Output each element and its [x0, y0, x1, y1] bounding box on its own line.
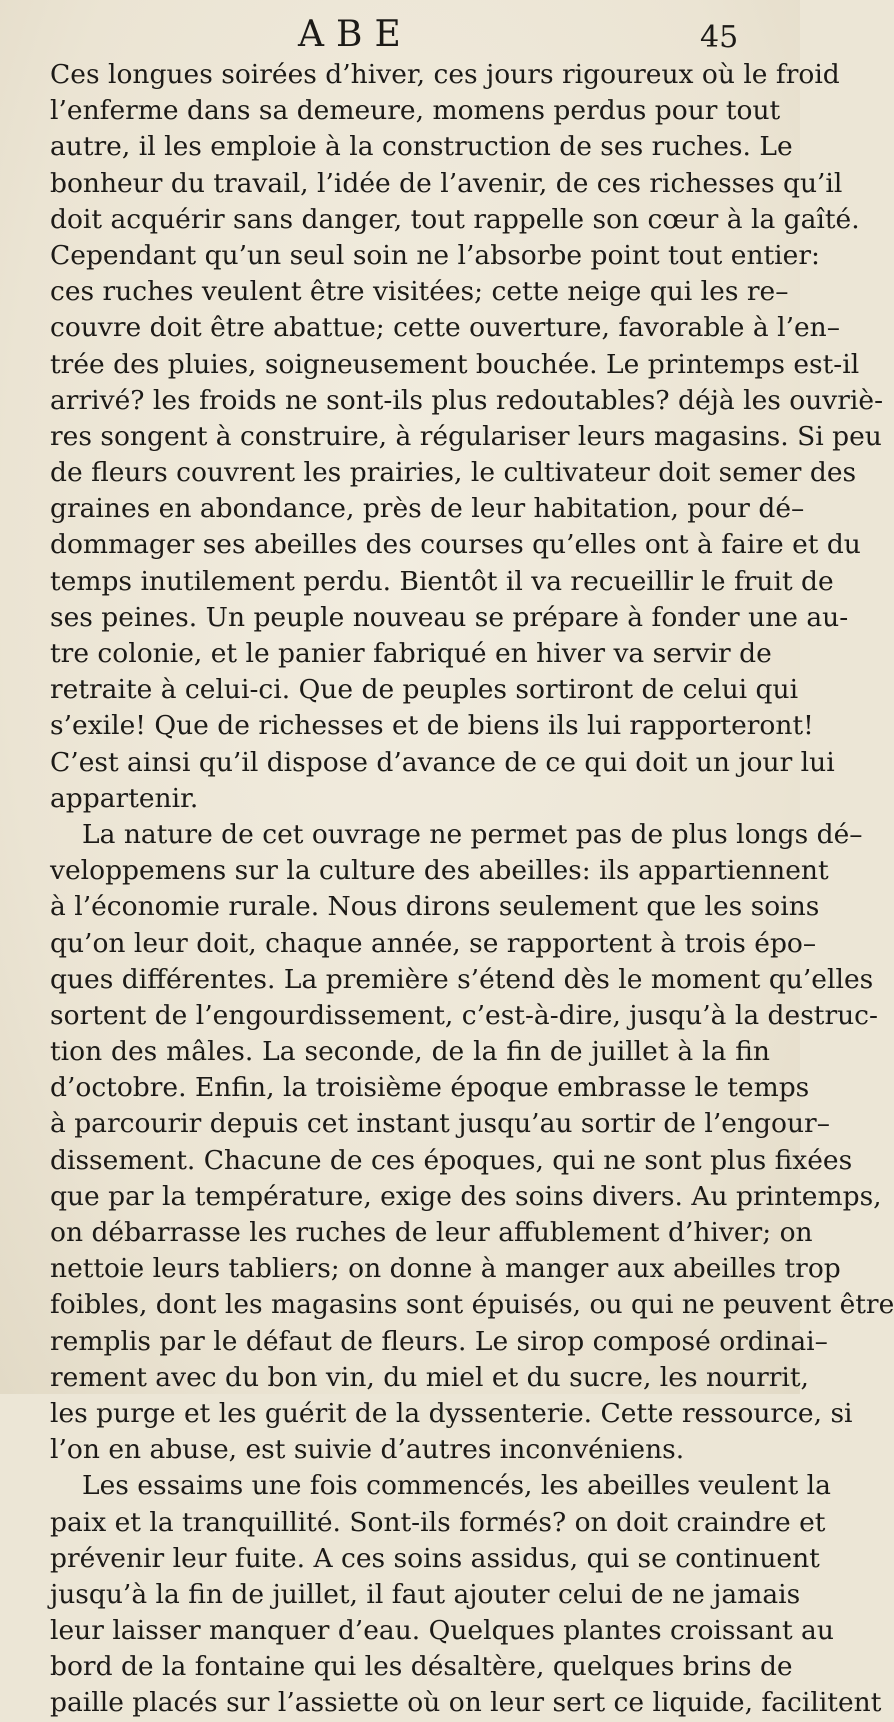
text-line: nettoie leurs tabliers; on donne à manger aux abeilles trop — [50, 1253, 841, 1285]
text-line: tre colonie, et le panier fabriqué en hiver va servir de — [50, 638, 772, 669]
text-line: ques différentes. La première s’étend dès le moment qu’elles — [50, 963, 874, 995]
text-line: leur laisser manquer d’eau. Quelques plantes croissant au — [50, 1615, 834, 1647]
text-line: que par la température, exige des soins divers. Au printemps, — [50, 1180, 882, 1212]
text-line: dissement. Chacune de ces époques, qui ne sont plus fixées — [50, 1144, 853, 1176]
text-line: res songent à construire, à régulariser leurs magasins. Si peu — [50, 420, 882, 452]
text-line: appartenir. — [50, 782, 199, 814]
text-line: à parcourir depuis cet instant jusqu’au sortir de l’engour– — [50, 1108, 830, 1140]
text-line: bord de la fontaine qui les désaltère, quelques brins de — [50, 1651, 793, 1683]
text-line: à l’économie rurale. Nous dirons seulement que les soins — [50, 891, 820, 923]
text-line: retraite à celui-ci. Que de peuples sortiront de celui qui — [50, 674, 799, 706]
text-line: d’octobre. Enfin, la troisième époque embrasse le temps — [50, 1072, 810, 1104]
text-line: doit acquérir sans danger, tout rappelle son cœur à la gaîté. — [50, 203, 860, 235]
text-line: on débarrasse les ruches de leur affublement d’hiver; on — [50, 1217, 813, 1248]
text-line: ces ruches veulent être visitées; cette neige qui les re– — [50, 276, 789, 308]
body-text — [50, 57, 894, 1722]
text-line: prévenir leur fuite. A ces soins assidus, qui se continuent — [50, 1542, 820, 1574]
text-line: remplis par le défaut de fleurs. Le sirop composé ordinai– — [50, 1325, 828, 1357]
paragraph — [50, 1468, 882, 1721]
text-line: rement avec du bon vin, du miel et du sucre, les nourrit, — [50, 1361, 809, 1393]
page-number: 45 — [700, 20, 739, 55]
text-line: graines en abondance, près de leur habitation, pour dé– — [50, 493, 805, 525]
text-line: ses peines. Un peuple nouveau se prépare à fonder une au- — [50, 601, 849, 633]
text-line: veloppemens sur la culture des abeilles: ils appartiennent — [50, 855, 829, 887]
text-line: trée des pluies, soigneusement bouchée. Le printemps est-il — [50, 348, 860, 380]
text-line: foibles, dont les magasins sont épuisés, ou qui ne peuvent être — [50, 1289, 894, 1321]
paragraph — [50, 817, 894, 1468]
text-line: Les essaims une fois commencés, les abeilles veulent la — [82, 1470, 831, 1502]
text-line: qu’on leur doit, chaque année, se rapportent à trois épo– — [50, 927, 817, 959]
text-line: tion des mâles. La seconde, de la fin de juillet à la fin — [50, 1036, 770, 1068]
text-line: paix et la tranquillité. Sont-ils formés? on doit craindre et — [50, 1506, 826, 1538]
running-head: ABE — [298, 14, 413, 55]
text-line: l’enferme dans sa demeure, momens perdus pour tout — [50, 95, 781, 127]
text-line: couvre doit être abattue; cette ouverture, favorable à l’en– — [50, 312, 840, 344]
text-line: Ces longues soirées d’hiver, ces jours rigoureux où le froid — [50, 59, 840, 90]
text-line: de fleurs couvrent les prairies, le cultivateur doit semer des — [50, 457, 857, 489]
text-line: sortent de l’engourdissement, c’est-à-dire, jusqu’à la destruc- — [50, 999, 878, 1031]
text-line: Cependant qu’un seul soin ne l’absorbe point tout entier: — [50, 239, 820, 271]
text-line: dommager ses abeilles des courses qu’elles ont à faire et du — [50, 529, 861, 561]
page-header — [0, 10, 800, 54]
text-line: C’est ainsi qu’il dispose d’avance de ce qui doit un jour lui — [50, 746, 835, 778]
text-line: arrivé? les froids ne sont-ils plus redoutables? déjà les ouvriè- — [50, 384, 884, 416]
text-line: bonheur du travail, l’idée de l’avenir, de ces richesses qu’il — [50, 167, 843, 199]
text-line: jusqu’à la fin de juillet, il faut ajouter celui de ne jamais — [50, 1578, 801, 1610]
text-line: temps inutilement perdu. Bientôt il va recueillir le fruit de — [50, 565, 834, 597]
text-line: s’exile! Que de richesses et de biens ils lui rapporteront! — [50, 710, 814, 742]
text-line: autre, il les emploie à la construction de ses ruches. Le — [50, 131, 793, 163]
text-line: les purge et les guérit de la dyssenterie. Cette ressource, si — [50, 1397, 853, 1429]
text-line: paille placés sur l’assiette où on leur sert ce liquide, facilitent — [50, 1687, 882, 1719]
text-line: l’on en abuse, est suivie d’autres inconvéniens. — [50, 1434, 685, 1466]
text-line: La nature de cet ouvrage ne permet pas de plus longs dé– — [82, 818, 863, 850]
paragraph — [50, 57, 884, 817]
